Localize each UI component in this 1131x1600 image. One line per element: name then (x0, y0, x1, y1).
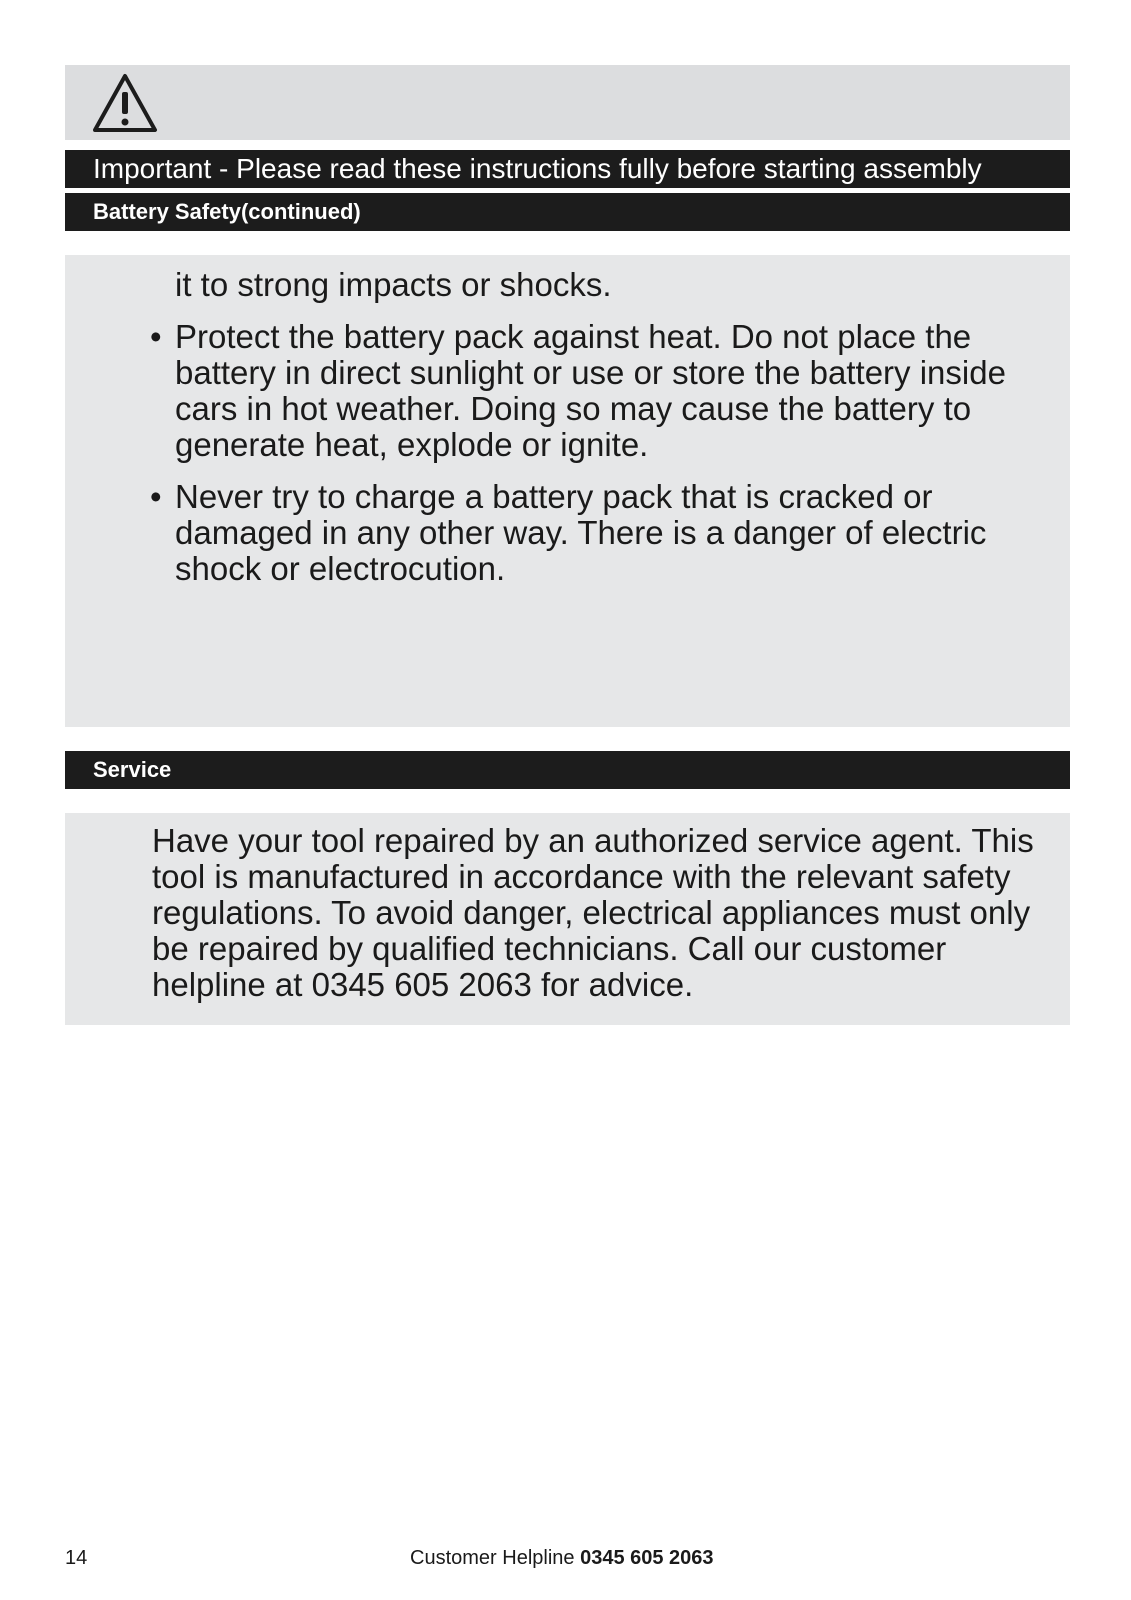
page-number: 14 (65, 1547, 88, 1569)
warning-band (65, 65, 1070, 140)
continuation-text: it to strong impacts or shocks. (175, 266, 612, 303)
list-item (150, 479, 1050, 587)
service-text: Have your tool repaired by an authorized service agent. This tool is manufactured in accordance with the relevant safety regulations. To avoid danger, electrical appliances must only be repaired by qualified technicians. Call our customer helpline at 0345 605 2063 for advice. (152, 822, 1034, 1003)
list-item (150, 319, 1050, 463)
service-heading: Service (65, 751, 1070, 789)
battery-safety-heading: Battery Safety(continued) (65, 193, 1070, 231)
bullet-mark: • (150, 318, 162, 355)
battery-safety-list (150, 319, 1050, 603)
bullet-text: Never try to charge a battery pack that is cracked or damaged in any other way. There is a danger of electric shock or electrocution. (175, 478, 987, 587)
footer-helpline (410, 1547, 714, 1570)
service-panel (65, 813, 1070, 1025)
helpline-label: Customer Helpline (410, 1547, 575, 1569)
helpline-number: 0345 605 2063 (580, 1547, 714, 1569)
battery-safety-panel (65, 255, 1070, 727)
bullet-text: Protect the battery pack against heat. Do not place the battery in direct sunlight or use or store the battery inside cars in hot weather. Doing so may cause the battery to generate heat, explode or ignite. (175, 318, 1006, 463)
warning-triangle-icon (91, 72, 159, 134)
important-notice: Important - Please read these instructions fully before starting assembly (65, 150, 1070, 188)
bullet-mark: • (150, 478, 162, 515)
